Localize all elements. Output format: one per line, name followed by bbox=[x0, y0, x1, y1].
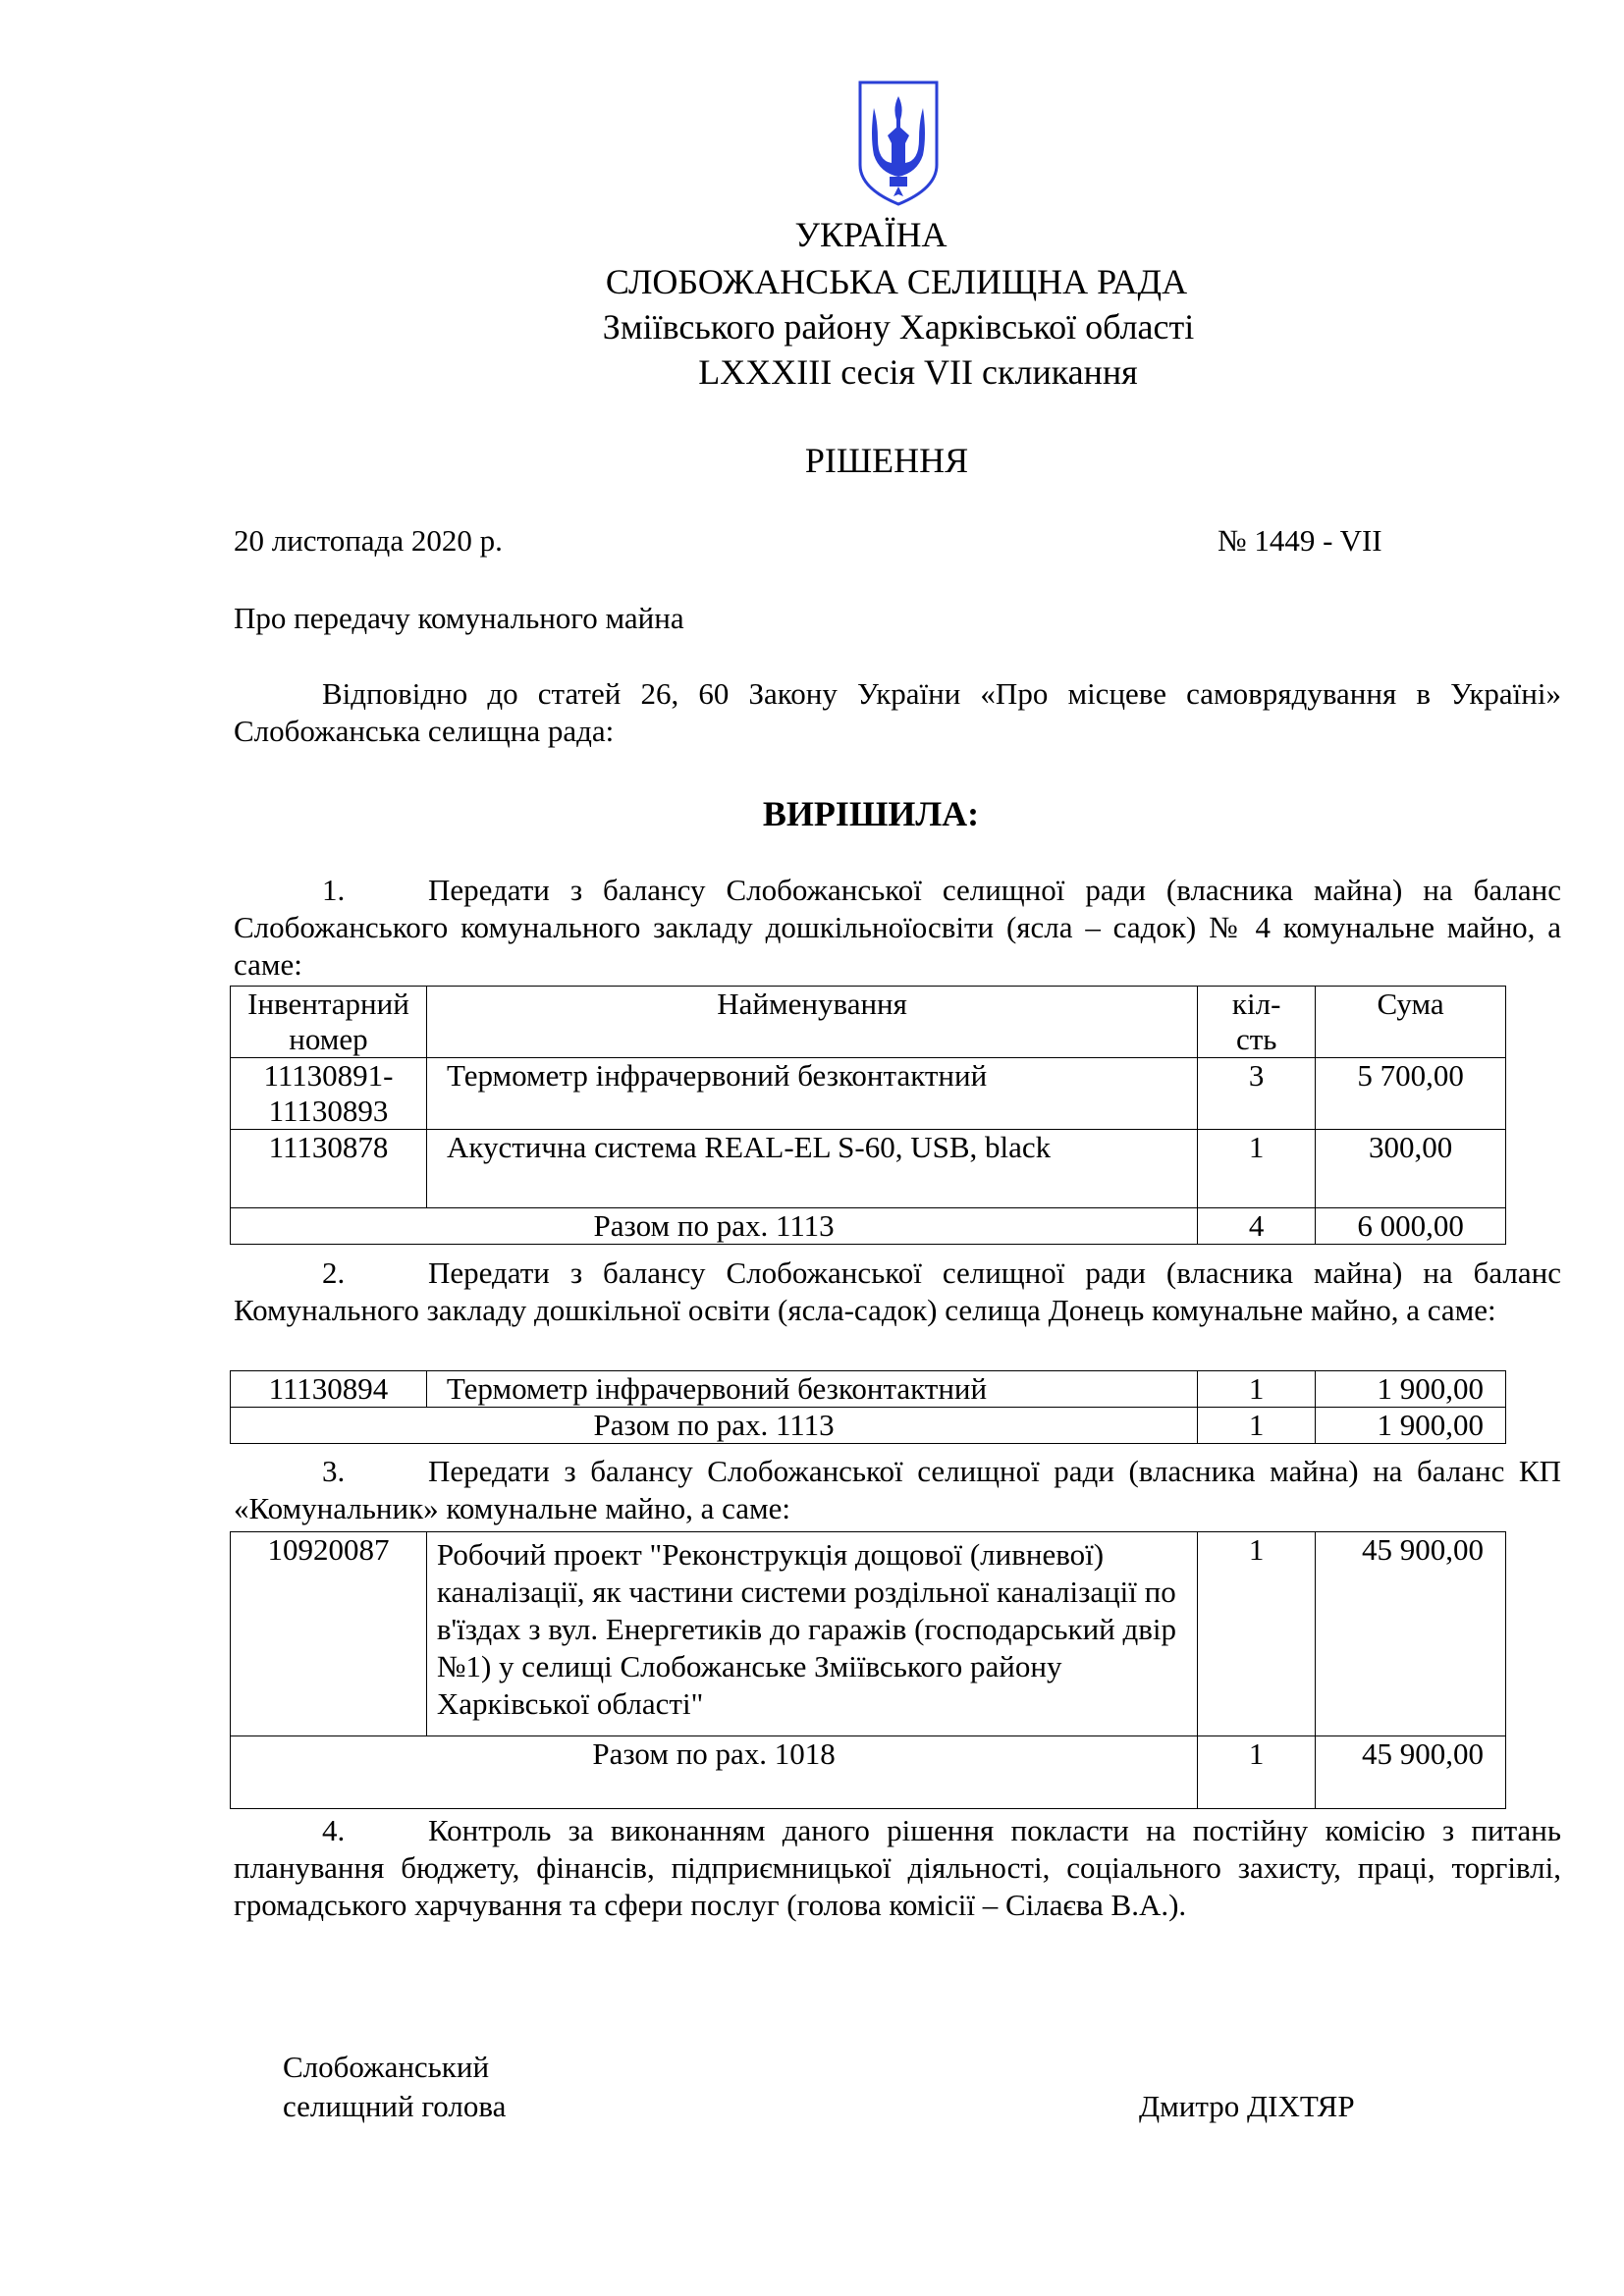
table-total-row bbox=[231, 1736, 1506, 1809]
header-district: Зміївського району Харківської області bbox=[602, 307, 1195, 347]
item-text: Передати з балансу Слобожанської селищної ради (власника майна) на баланс КП «Комунальник» комунальне майно, а саме: bbox=[234, 1454, 1561, 1525]
table-row bbox=[231, 1532, 1506, 1736]
cell-qty: 1 bbox=[1198, 1371, 1316, 1408]
item-1 bbox=[234, 872, 1561, 984]
cell-inventory: 11130891- 11130893 bbox=[231, 1058, 427, 1130]
cell-sum: 5 700,00 bbox=[1316, 1058, 1506, 1130]
doc-type-title: РІШЕННЯ bbox=[804, 441, 969, 480]
cell-inventory: 10920087 bbox=[231, 1532, 427, 1736]
doc-subject: Про передачу комунального майна bbox=[234, 601, 684, 635]
cell-sum: 45 900,00 bbox=[1316, 1532, 1506, 1736]
total-sum: 45 900,00 bbox=[1316, 1736, 1506, 1809]
item-text: Контроль за виконанням даного рішення покласти на постійну комісію з питань планування бюджету, фінансів, підприємницької діяльності, соціального захисту, праці, торгівлі, громадського харчування та сфери послуг (голова комісії – Сілаєва В.А.). bbox=[234, 1813, 1561, 1922]
header-session: LXXXIII сесія VII скликання bbox=[698, 352, 1138, 392]
table-header-row bbox=[231, 987, 1506, 1058]
column-header-inventory: Інвентарний номер bbox=[231, 987, 427, 1058]
cell-qty: 3 bbox=[1198, 1058, 1316, 1130]
column-header-name: Найменування bbox=[426, 987, 1197, 1058]
total-label: Разом по рах. 1018 bbox=[231, 1736, 1198, 1809]
table-row bbox=[231, 1371, 1506, 1408]
cell-inventory: 11130894 bbox=[231, 1371, 427, 1408]
signature-position-line2: селищний голова bbox=[283, 2089, 507, 2123]
total-sum: 1 900,00 bbox=[1316, 1408, 1506, 1444]
total-qty: 1 bbox=[1198, 1736, 1316, 1809]
cell-qty: 1 bbox=[1198, 1532, 1316, 1736]
total-sum: 6 000,00 bbox=[1316, 1208, 1506, 1245]
table-row bbox=[231, 1130, 1506, 1208]
item-4 bbox=[234, 1812, 1561, 1924]
signature-name: Дмитро ДІХТЯР bbox=[1139, 2089, 1355, 2123]
item-number: 3. bbox=[322, 1454, 346, 1488]
cell-name: Акустична система REAL-EL S-60, USB, black bbox=[426, 1130, 1197, 1208]
table-total-row bbox=[231, 1208, 1506, 1245]
resolved-heading: ВИРІШИЛА: bbox=[762, 794, 980, 833]
doc-date: 20 листопада 2020 р. bbox=[234, 523, 503, 558]
property-table-1 bbox=[230, 986, 1506, 1245]
item-2 bbox=[234, 1255, 1561, 1329]
signature-position-line1: Слобожанський bbox=[283, 2050, 490, 2084]
total-qty: 1 bbox=[1198, 1408, 1316, 1444]
column-header-sum: Сума bbox=[1316, 987, 1506, 1058]
property-table-3 bbox=[230, 1531, 1506, 1809]
cell-name: Термометр інфрачервоний безконтактний bbox=[426, 1058, 1197, 1130]
header-country: УКРАЇНА bbox=[794, 215, 947, 254]
cell-name: Робочий проект "Реконструкція дощової (ливневої) каналізації, як частини системи роздільної каналізації по в'їздах з вул. Енергетиків до гаражів (господарський двір №1) у селищі Слобожанське Зміївського району Харківської області" bbox=[426, 1532, 1197, 1736]
total-label: Разом по рах. 1113 bbox=[231, 1408, 1198, 1444]
preamble: Відповідно до статей 26, 60 Закону України «Про місцеве самоврядування в Україні» Слобожанська селищна рада: bbox=[234, 676, 1561, 748]
table-row bbox=[231, 1058, 1506, 1130]
item-number: 2. bbox=[322, 1255, 346, 1290]
column-header-qty: кіл- сть bbox=[1198, 987, 1316, 1058]
header-council: СЛОБОЖАНСЬКА СЕЛИЩНА РАДА bbox=[605, 262, 1188, 301]
cell-qty: 1 bbox=[1198, 1130, 1316, 1208]
doc-number: № 1449 - VII bbox=[1218, 523, 1382, 558]
item-text: Передати з балансу Слобожанської селищної ради (власника майна) на баланс Слобожанського комунального закладу дошкільноїосвіти (ясла – садок) № 4 комунальне майно, а саме: bbox=[234, 873, 1561, 982]
item-number: 4. bbox=[322, 1813, 346, 1847]
trident-emblem-icon bbox=[854, 79, 943, 208]
item-number: 1. bbox=[322, 873, 346, 907]
cell-inventory: 11130878 bbox=[231, 1130, 427, 1208]
total-qty: 4 bbox=[1198, 1208, 1316, 1245]
total-label: Разом по рах. 1113 bbox=[231, 1208, 1198, 1245]
item-text: Передати з балансу Слобожанської селищної ради (власника майна) на баланс Комунального закладу дошкільної освіти (ясла-садок) селища Донець комунальне майно, а саме: bbox=[234, 1255, 1561, 1327]
item-3 bbox=[234, 1453, 1561, 1527]
table-total-row bbox=[231, 1408, 1506, 1444]
cell-sum: 300,00 bbox=[1316, 1130, 1506, 1208]
cell-name: Термометр інфрачервоний безконтактний bbox=[426, 1371, 1197, 1408]
cell-sum: 1 900,00 bbox=[1316, 1371, 1506, 1408]
property-table-2 bbox=[230, 1370, 1506, 1444]
